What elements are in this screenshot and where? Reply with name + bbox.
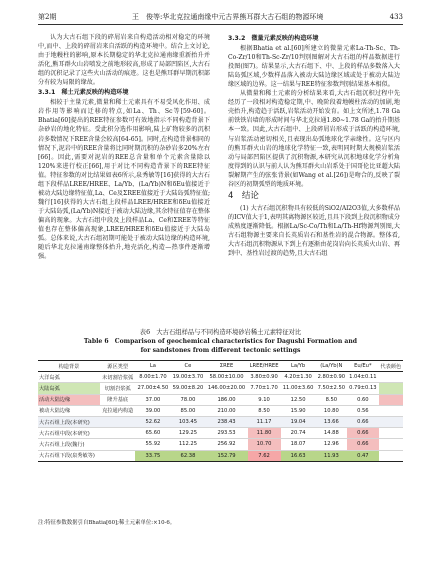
table-header-row — [38, 361, 403, 372]
issue-number: 第2期 — [38, 13, 57, 21]
table-cell: 37.00 — [135, 394, 170, 405]
table-cell: 11.93 — [316, 450, 348, 461]
table-cell: 19.04 — [281, 416, 316, 427]
ree-comparison-table — [38, 360, 403, 462]
col-header: 代表颜色 — [379, 361, 403, 372]
table-cell: 11.80 — [248, 428, 281, 439]
col-header: LREE/HREE — [248, 361, 281, 372]
table-cell: 7.70±1.70 — [248, 383, 281, 394]
table-cell: 27.00±4.50 — [135, 383, 170, 394]
table-cell: 14.88 — [316, 428, 348, 439]
table-footnote: 注:特征参数数据引自Bhatia[60];稀土元素单位:×10-6。 — [38, 520, 176, 526]
table-cell — [100, 450, 135, 461]
table-caption-en-2: for sandstones from different tectonic settings — [140, 347, 301, 354]
table-cell: 11.17 — [248, 416, 281, 427]
col-header: La/Yb — [281, 361, 316, 372]
table-cell — [379, 416, 403, 427]
paragraph-ree-tectonics: 相较于主量元素,微量和稀土元素具有不易受风化作用、成岩作用等影响而迁移的特点,如La、Th、Sc等[59-60]。Bhatia[60]提出的REE特征参数可有效地指示不同构造背景下杂砂岩的地化特征。受此积分选作用影响,陆上矿物较多的沉积岩多数情况下REE含量会较高[64-65]。同时,在构造背景相同的情况下,泥岩中的REE含量将比同时期沉积的杂砂岩多20%左右[66]。因此,需要对泥岩的REE总含量和单个元素含量除以120%来进行校正[66],用于对比不同构造背景下的REE特征值。特征参数的对比结果如表6所示,泉秀敏等[16]获得的大古石组下段样品LREE/HREE、La/Yb、(La/Yb)N和δEu值接近于被动大陆边缘特征值,La、Ce及ΣREE值接近于大陆岛弧特征值;魏行[16]获得的大古石组上段样品LREE/HREE和δEu值接近于大陆岛弧,(La/Yb)N接近于被动大陆边缘,其余特征值存在整体偏高的现象。大古石组中段及上段样品La、Ce和ΣREE等特征值也存在整体偏高现象,LREE/HREE和δEu值接近于大陆岛弧。总体来说,大古石组初期可能处于被动大陆边缘的构造环境,随后华北克拉通南缘整体抬升,地壳活化,构造—热事件逐渐增强。 — [38, 99, 210, 261]
table-row — [38, 450, 403, 461]
table-cell: 16.63 — [281, 450, 316, 461]
table-cell: 11.00±3.60 — [281, 383, 316, 394]
table-cell: 256.92 — [205, 439, 247, 450]
table-cell: 58.00±10.00 — [205, 372, 247, 383]
section-heading-conclusion: 4 结论 — [228, 190, 259, 201]
table-cell — [379, 372, 403, 383]
table-cell — [100, 428, 135, 439]
table-cell: 18.07 — [281, 439, 316, 450]
table-cell: 8.50 — [248, 405, 281, 416]
table-cell — [379, 439, 403, 450]
table-cell: 13.66 — [316, 416, 348, 427]
paragraph-intro: 认为大古石组下段的碎屑岩来自构造活动相对稳定的环境中,而中、上段的碎屑岩来自活跃的构造环境中。结合上文讨论,由于地幔柱的影响,原本长期稳定的华北克拉通南缘重新抬升并活化,熊耳群火山岩喷发之前地形较高,形成了局部凹陷区,大古石组的沉积记录了这些火山活动的痕迹。这也是熊耳群早期沉积部分有较为局限的缘故。 — [38, 34, 210, 87]
table-cell: 隆升基底 — [100, 394, 135, 405]
table-cell — [379, 405, 403, 416]
section-heading-3-3-1: 3.3.1 稀土元素反映的构造环境 — [38, 89, 129, 97]
table-cell: 0.66 — [347, 416, 379, 427]
table-cell: 15.90 — [281, 405, 316, 416]
table-cell: 293.53 — [205, 428, 247, 439]
table-row — [38, 394, 403, 405]
table-cell — [379, 450, 403, 461]
table-cell: 大古石组上段(本研究) — [38, 416, 100, 427]
table-cell: 7.50±2.50 — [316, 383, 348, 394]
col-header: Eu/Eu* — [347, 361, 379, 372]
table-cell: 未切割岩浆弧 — [100, 372, 135, 383]
table-cell: 3.80±0.90 — [248, 372, 281, 383]
table-cell: 大古石组中段(本研究) — [38, 428, 100, 439]
table-row — [38, 416, 403, 427]
table-caption-en-1: Table 6 Comparison of geochemical characteristics for Dagushi Formation and — [83, 338, 358, 345]
table-cell: 0.66 — [347, 439, 379, 450]
col-header: ΣREE — [205, 361, 247, 372]
table-cell — [100, 416, 135, 427]
paragraph-conclusion-1: (1) 大古石组沉积物具有较低的SiO2/Al2O3值,大多数样品的ICV值大于1,表明其离物源区较近,且具下段到上段沉积物成分成熟度逐渐降低。根据La/Sc-Co/Th和La/Th-Hf物源判别图,大古石组物源主要来自长英质岩石和基性岩的混合物源。整体看,大古石组沉积物源从下到上有逐渐由花岗岩向长英质火山岩、再到中、基性岩过渡的趋势,且大古石组 — [228, 204, 400, 258]
table-cell: 146.00±20.00 — [205, 383, 247, 394]
col-header: 构造背景 — [38, 361, 100, 372]
table-cell: 1.04±0.11 — [347, 372, 379, 383]
table-row — [38, 372, 403, 383]
col-header: (La/Yb)N — [316, 361, 348, 372]
table-cell: 19.00±3.70 — [170, 372, 205, 383]
table-cell: 7.62 — [248, 450, 281, 461]
table-row — [38, 383, 403, 394]
table-cell — [379, 428, 403, 439]
table-cell: 8.00±1.70 — [135, 372, 170, 383]
table-cell: 103.45 — [170, 416, 205, 427]
table-caption — [38, 328, 403, 355]
table-cell: 0.47 — [347, 450, 379, 461]
table-cell: 55.92 — [135, 439, 170, 450]
table-cell: 9.10 — [248, 394, 281, 405]
table-cell: 10.80 — [316, 405, 348, 416]
table-cell: 0.56 — [347, 405, 379, 416]
table-cell: 大古石组上段(魏行) — [38, 439, 100, 450]
running-header — [38, 10, 403, 25]
table-cell: 12.96 — [316, 439, 348, 450]
table-cell — [379, 383, 403, 394]
table-cell: 210.00 — [205, 405, 247, 416]
paragraph-trace-elements: 根据Bhatia et al.[60]所建立的微量元素La-Th-Sc、Th-Co-Zr/10和Th-Sc-Zr/10判别图解对大古石组的样品数据进行投图(图7)。结果显示,大古石组下、中、上段的样品多数落入大陆岛弧区域,少数样品落入被动大陆边缘区域或处于被动大陆边缘区域的边界。这一结果与REE特征参数判别结果基本相似。 — [228, 45, 400, 89]
table-cell: 切割岩浆弧 — [100, 383, 135, 394]
table-cell: 克拉通内构造 — [100, 405, 135, 416]
table-cell: 大洋岛弧 — [38, 372, 100, 383]
table-cell: 186.00 — [205, 394, 247, 405]
table-cell: 33.75 — [135, 450, 170, 461]
running-title: 王 俊等:华北克拉通南缘中元古界熊耳群大古石组的物源环境 — [132, 13, 324, 21]
table-cell: 20.74 — [281, 428, 316, 439]
page-number: 433 — [389, 13, 403, 21]
table-cell: 12.50 — [281, 394, 316, 405]
table-cell: 129.25 — [170, 428, 205, 439]
col-header: La — [135, 361, 170, 372]
table-cell: 52.62 — [135, 416, 170, 427]
right-column — [228, 33, 400, 258]
table-cell: 59.00±8.20 — [170, 383, 205, 394]
table-cell: 0.66 — [347, 428, 379, 439]
paragraph-synthesis: 从微量和稀土元素的分析结果来看,大古石组沉积过程中先经历了一段相对构造稳定期,中、晚阶段着地幔柱活动的加剧,地壳抬升,构造趋于活跃,岩浆活动开始发育。如上文所述,1.78 Ga前铁铁岩墙的形成时间与华北克拉通1.80~1.78 Ga的抬升期基本一致。因此,大古石组中、上段碎屑岩形成于活跃的构造环境,与岩浆活动密切相关,且表现出岛弧地球化学亲缘性。这与区内的熊耳群火山岩的地球化学特征一致,表明同时期大规模岩浆活动与局部凹陷区提供了沉积物源,本研究从沉积地球化学分析角度得到的认识与前人认为熊耳群火山岩系处于国哥伦比亚超大陆裂解期产生的弦张背景(如Wang et al.[26])是吻合的,反映了裂谷区的初期弧型的地质环境。 — [228, 90, 400, 188]
table-row — [38, 439, 403, 450]
table-cell: 0.79±0.13 — [347, 383, 379, 394]
table-cell: 238.43 — [205, 416, 247, 427]
table-cell: 65.60 — [135, 428, 170, 439]
table-cell: 活动大陆边缘 — [38, 394, 100, 405]
table-cell: 62.38 — [170, 450, 205, 461]
table-row — [38, 428, 403, 439]
table-cell: 85.00 — [170, 405, 205, 416]
table-row — [38, 405, 403, 416]
left-column — [38, 33, 210, 261]
table-cell — [100, 439, 135, 450]
table-cell: 112.25 — [170, 439, 205, 450]
table-cell: 4.20±1.30 — [281, 372, 316, 383]
table-cell: 8.50 — [316, 394, 348, 405]
table-cell — [379, 394, 403, 405]
table-cell: 大古石组下段(泉秀敏等) — [38, 450, 100, 461]
table-cell: 39.00 — [135, 405, 170, 416]
table-caption-cn: 表6 大古石组样品与不同构造环境砂岩稀土元素特征对比 — [139, 329, 302, 336]
table-cell: 0.60 — [347, 394, 379, 405]
table-cell: 大陆岛弧 — [38, 383, 100, 394]
table-cell: 10.70 — [248, 439, 281, 450]
table-cell: 152.79 — [205, 450, 247, 461]
table-cell: 78.00 — [170, 394, 205, 405]
table-cell: 2.80±0.90 — [316, 372, 348, 383]
table-cell: 被动大陆边缘 — [38, 405, 100, 416]
col-header: Ce — [170, 361, 205, 372]
col-header: 源区类型 — [100, 361, 135, 372]
section-heading-3-3-2: 3.3.2 微量元素反映的构造环境 — [228, 35, 319, 42]
